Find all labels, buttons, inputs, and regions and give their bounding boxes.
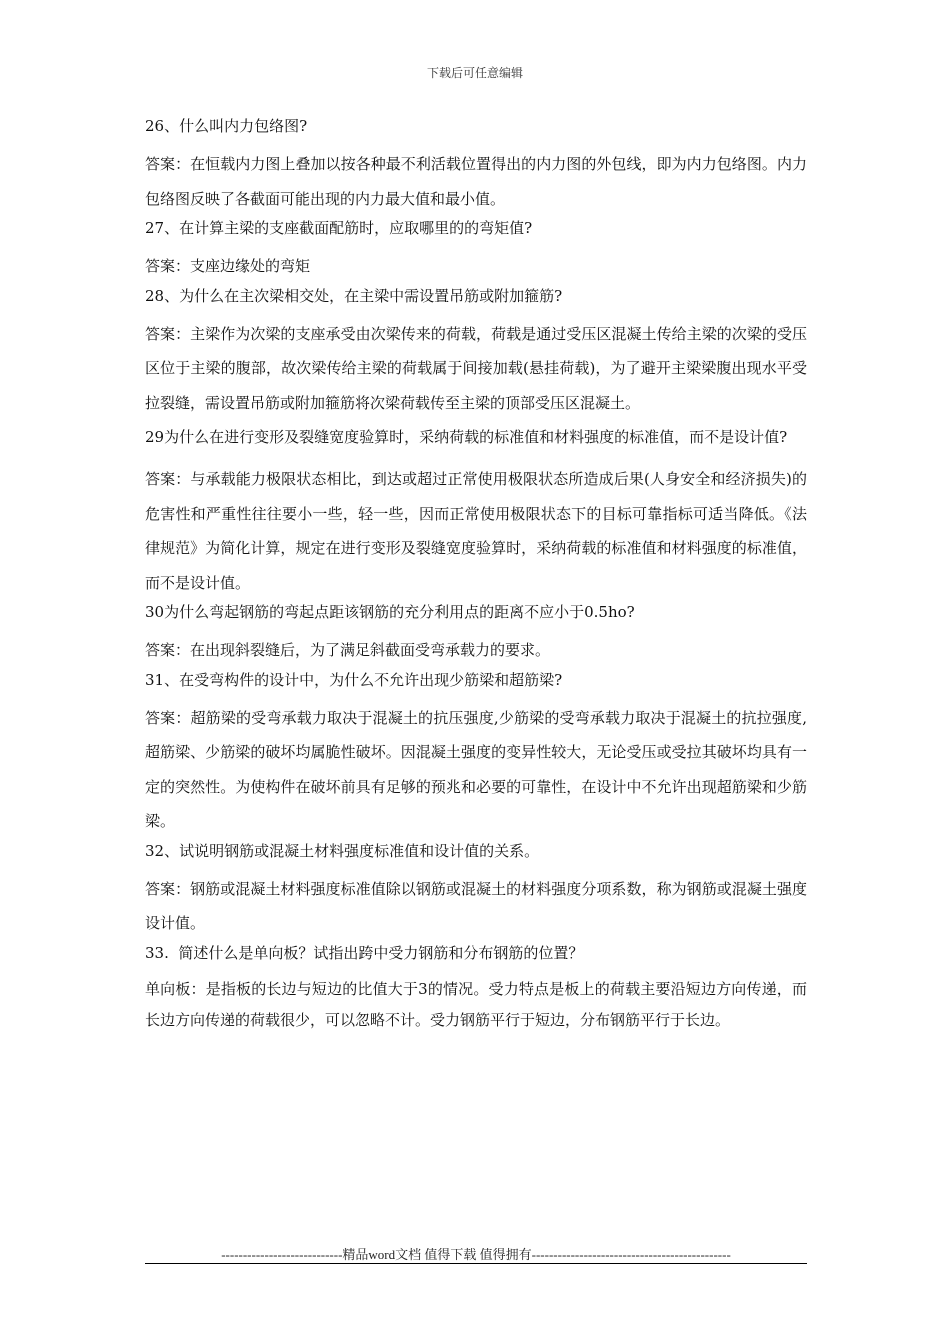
question-26: 26、什么叫内力包络图?	[145, 117, 308, 135]
document-body	[145, 114, 807, 1036]
question-28: 28、为什么在主次梁相交处，在主梁中需设置吊筋或附加箍筋?	[145, 286, 563, 305]
question-33: 33. 简述什么是单向板？试指出跨中受力钢筋和分布钢筋的位置？	[145, 943, 584, 962]
answer-33: 单向板：是指板的长边与短边的比值大于3的情况。受力特点是板上的荷载主要沿短边方向传递，而长边方向传递的荷载很少，可以忽略不计。受力钢筋平行于短边，分布钢筋平行于长边。	[145, 979, 807, 1029]
question-31: 31、在受弯构件的设计中，为什么不允许出现少筋梁和超筋梁?	[145, 670, 563, 689]
answer-31: 答案：超筋梁的受弯承载力取决于混凝土的抗压强度,少筋梁的受弯承载力取决于混凝土的抗拉强度,超筋梁、少筋梁的破坏均属脆性破坏。因混凝土强度的变异性较大，无论受压或受拉其破坏均具有一定的突然性。为使构件在破坏前具有足够的预兆和必要的可靠性，在设计中不允许出现超筋梁和少筋梁。	[145, 708, 807, 830]
answer-28: 答案：主梁作为次梁的支座承受由次梁传来的荷载，荷载是通过受压区混凝土传给主梁的次梁的受压区位于主梁的腹部，故次梁传给主梁的荷载属于间接加载(悬挂荷载)，为了避开主梁梁腹出现水平受拉裂缝，需设置吊筋或附加箍筋将次梁荷载传至主梁的顶部受压区混凝土。	[145, 324, 807, 412]
page-header: 下载后可任意编辑	[426, 66, 523, 80]
answer-32: 答案：钢筋或混凝土材料强度标准值除以钢筋或混凝土的材料强度分项系数，称为钢筋或混凝土强度设计值。	[145, 879, 807, 932]
answer-29: 答案：与承载能力极限状态相比，到达或超过正常使用极限状态所造成后果(人身安全和经济损失)的危害性和严重性往往要小一些，轻一些，因而正常使用极限状态下的目标可靠指标可适当降低。《法律规范》为简化计算，规定在进行变形及裂缝宽度验算时，采纳荷载的标准值和材料强度的标准值，而不是设计值。	[145, 470, 807, 592]
answer-27: 答案：支座边缘处的弯矩	[145, 257, 311, 275]
answer-26: 答案：在恒载内力图上叠加以按各种最不利活载位置得出的内力图的外包线，即为内力包络图。内力包络图反映了各截面可能出现的内力最大值和最小值。	[145, 155, 807, 208]
question-30: 30为什么弯起钢筋的弯起点距该钢筋的充分利用点的距离不应小于0.5ho?	[145, 603, 635, 621]
question-27: 27、在计算主梁的支座截面配筋时，应取哪里的的弯矩值?	[145, 219, 533, 237]
page-footer: ----------------------------精品word文档 值得下载 值得拥有----------------------------------------------	[221, 1247, 731, 1262]
footer-divider	[145, 1263, 807, 1264]
question-29: 29为什么在进行变形及裂缝宽度验算时，采纳荷载的标准值和材料强度的标准值，而不是设计值?	[145, 428, 788, 446]
answer-30: 答案：在出现斜裂缝后，为了满足斜截面受弯承载力的要求。	[145, 641, 551, 659]
question-32: 32、试说明钢筋或混凝土材料强度标准值和设计值的关系。	[145, 841, 540, 860]
